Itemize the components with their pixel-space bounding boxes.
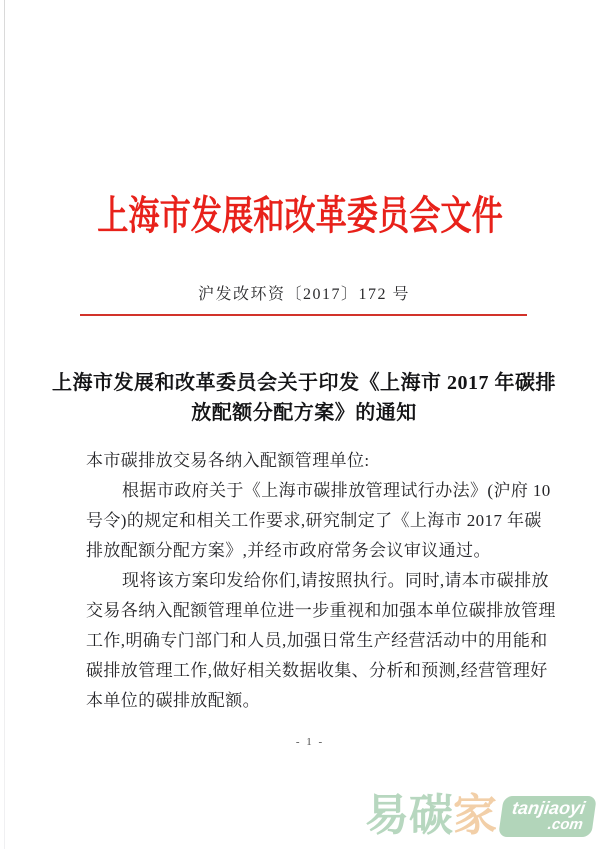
paragraph-1-line-1: 根据市政府关于《上海市碳排放管理试行办法》(沪府 10 — [122, 481, 551, 500]
watermark-char-yi: 易 — [364, 791, 409, 840]
paragraph-2-line-3: 工作,明确专门部门和人员,加强日常生产经营活动中的用能和 — [86, 631, 548, 650]
paragraph-2-line-5: 本单位的碳排放配额。 — [86, 691, 260, 710]
page-number: - 1 - — [295, 736, 325, 748]
document-body — [86, 446, 556, 716]
site-watermark — [365, 791, 594, 841]
watermark-char-tan: 碳 — [408, 791, 453, 840]
paragraph-1-line-2: 号令)的规定和相关工作要求,研究制定了《上海市 2017 年碳 — [86, 511, 542, 530]
document-subject — [40, 368, 568, 428]
watermark-site-name: tanjiaoyi — [510, 797, 587, 818]
document-number: 沪发改环资〔2017〕172 号 — [197, 286, 410, 303]
paragraph-1-line-3: 排放配额分配方案》,并经市政府常务会议审议通过。 — [86, 541, 491, 560]
scan-edge-line — [4, 0, 5, 849]
paragraph-2-line-1: 现将该方案印发给你们,请按照执行。同时,请本市碳排放 — [122, 571, 549, 590]
salutation-line: 本市碳排放交易各纳入配额管理单位: — [86, 451, 370, 470]
issuing-org-title: 上海市发展和改革委员会文件 — [97, 193, 503, 238]
subject-line-1: 上海市发展和改革委员会关于印发《上海市 2017 年碳排 — [52, 372, 556, 394]
watermark-char-jia: 家 — [452, 791, 497, 840]
watermark-domain-badge — [498, 796, 597, 837]
paragraph-2-line-4: 碳排放管理工作,做好相关数据收集、分析和预测,经营管理好 — [86, 661, 548, 680]
red-divider-line — [80, 314, 527, 316]
paragraph-2-line-2: 交易各纳入配额管理单位进一步重视和加强本单位碳排放管理 — [86, 601, 556, 620]
watermark-tld: .com — [546, 816, 584, 834]
subject-line-2: 放配额分配方案》的通知 — [191, 402, 417, 424]
